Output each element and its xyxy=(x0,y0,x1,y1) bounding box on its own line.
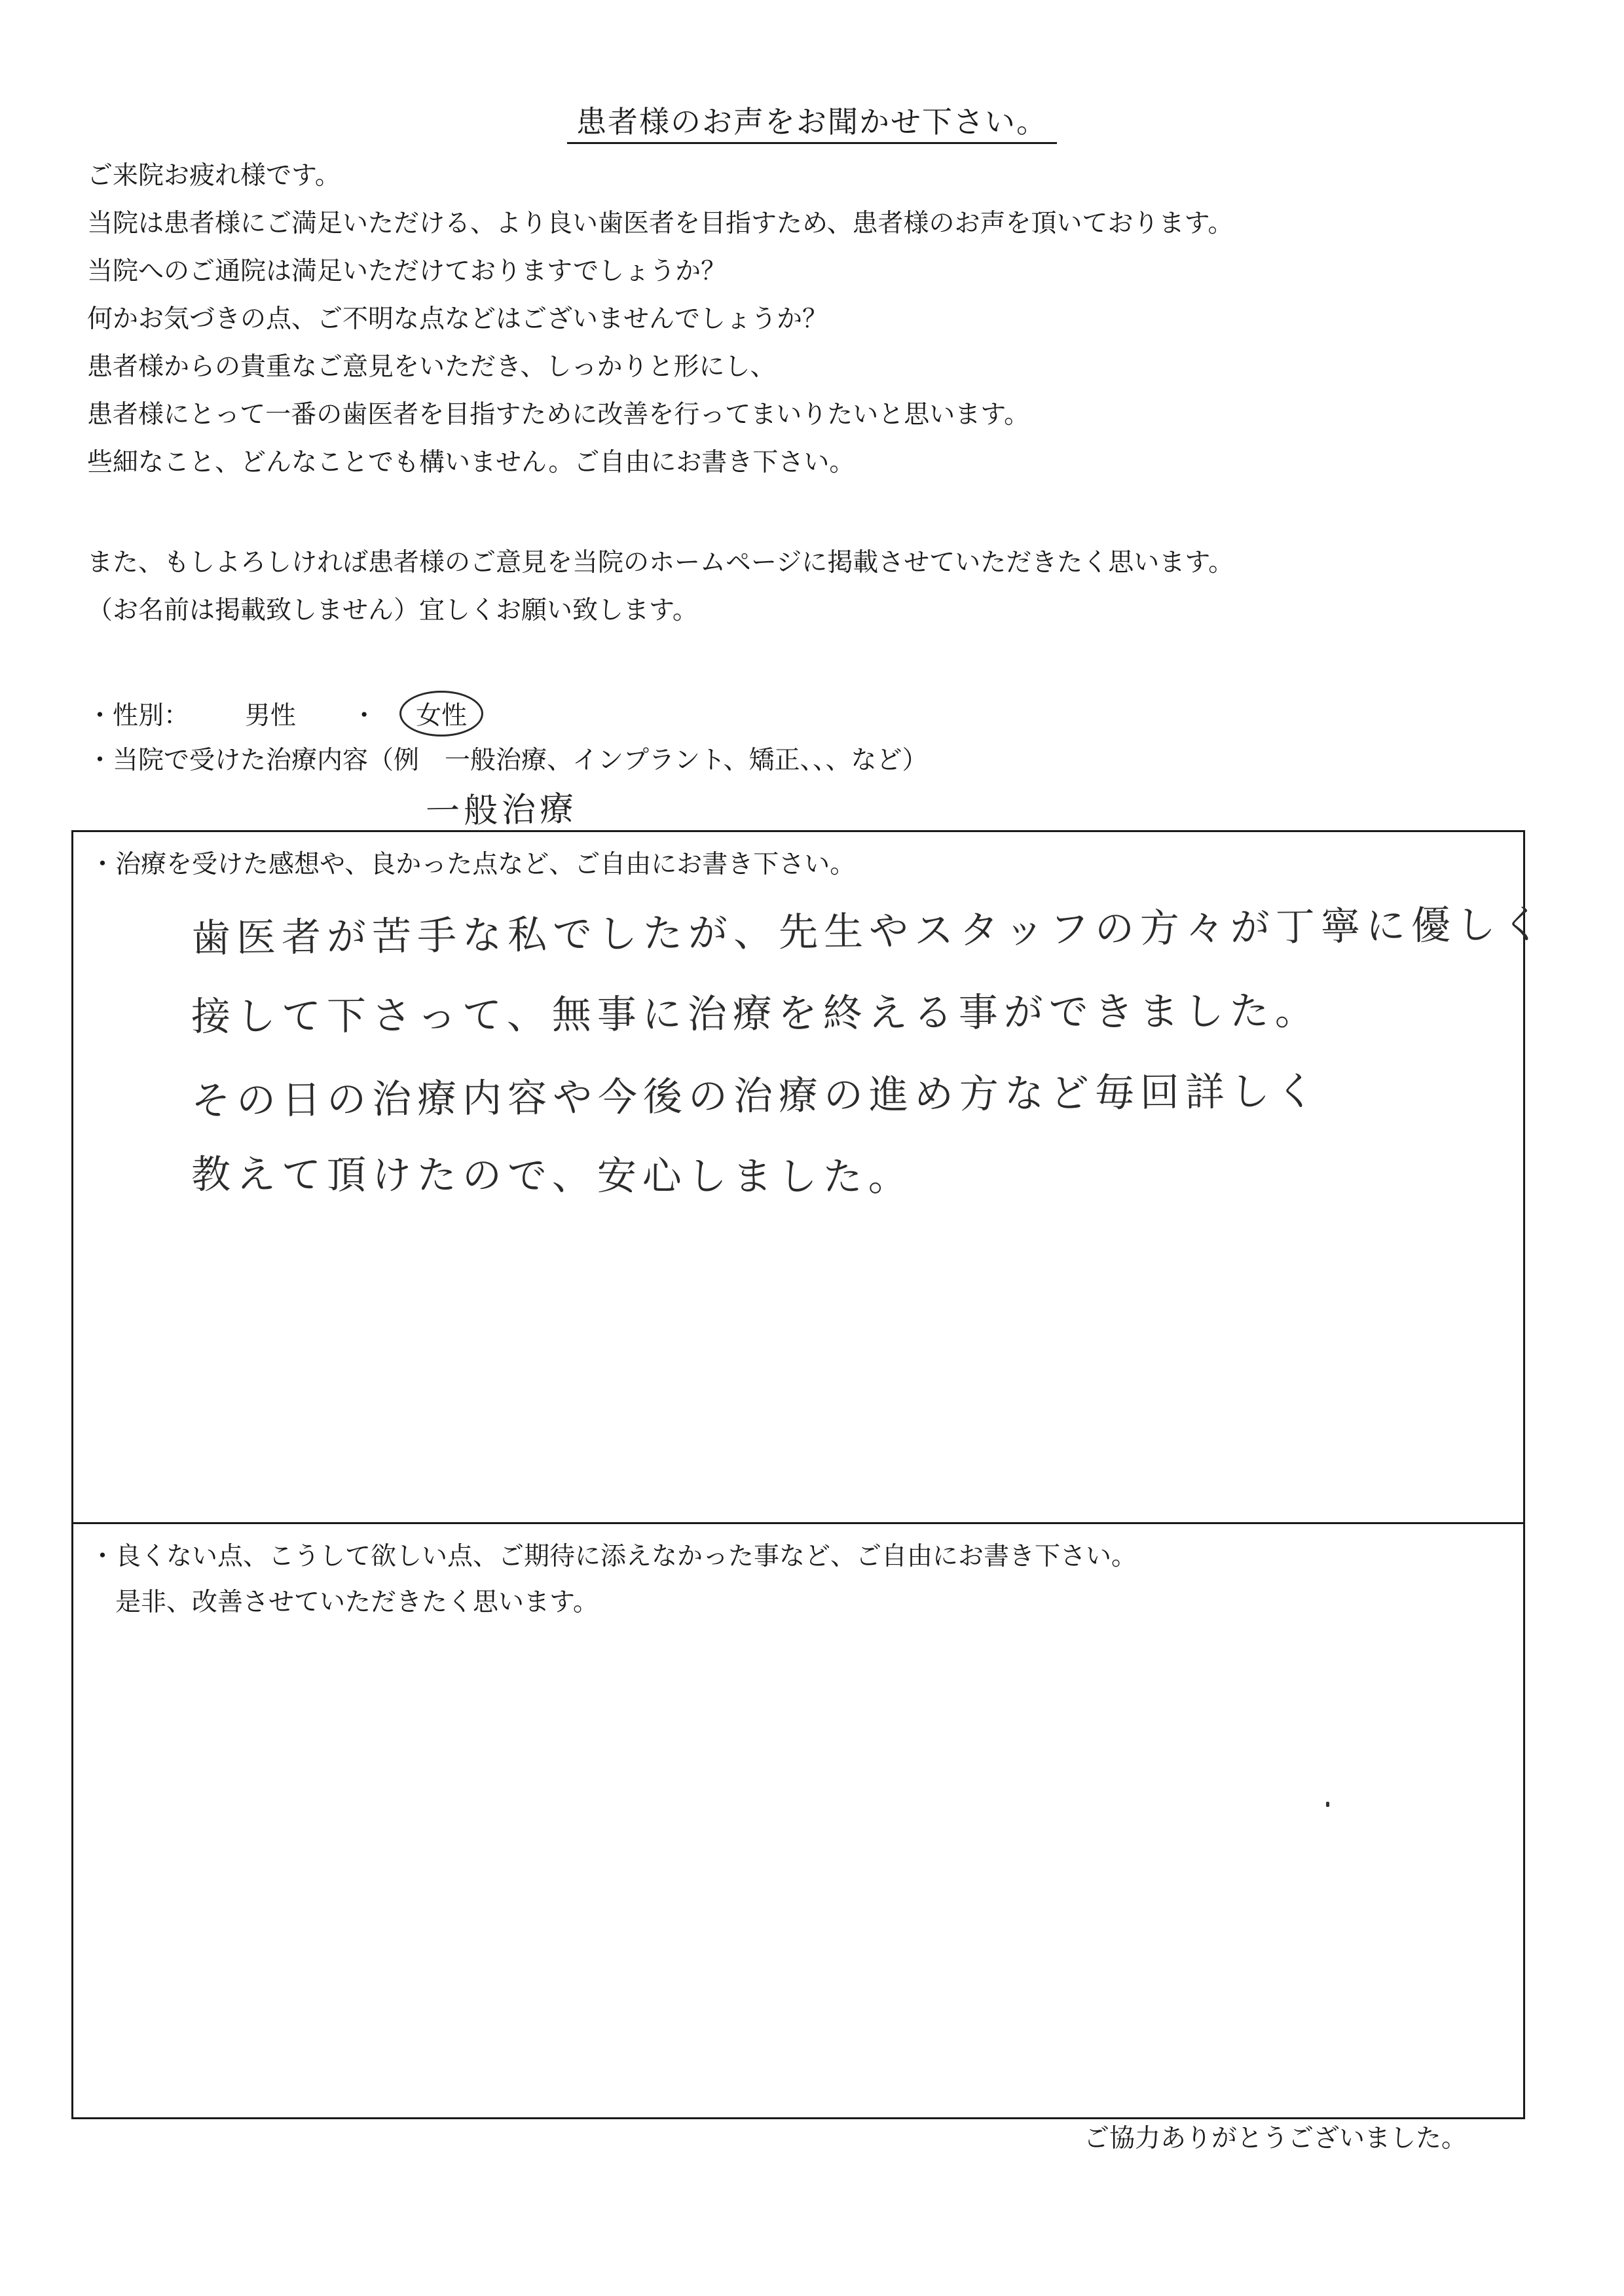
impressions-heading: ・治療を受けた感想や、良かった点など、ご自由にお書き下さい。 xyxy=(90,850,856,879)
impressions-box[interactable] xyxy=(71,830,1547,1524)
treatment-label: ・当院で受けた治療内容（例 一般治療、インプラント、矯正、、、など） xyxy=(87,746,928,775)
homepage-note xyxy=(87,539,1234,634)
gender-label: ・性別： xyxy=(87,701,190,731)
improvements-box[interactable] xyxy=(71,1522,1525,2119)
intro-line: 当院は患者様にご満足いただける、より良い歯医者を目指すため、患者様のお声を頂いております。 xyxy=(87,209,1234,238)
ink-speck xyxy=(1326,1802,1329,1807)
note-line: （お名前は掲載致しません）宜しくお願い致します。 xyxy=(87,596,698,625)
intro-line: ご来院お疲れ様です。 xyxy=(87,161,341,191)
improvements-subheading: 是非、改善させていただきたく思います。 xyxy=(115,1588,599,1617)
impressions-answer xyxy=(191,891,1547,1218)
handwritten-line: 接して下さって、無事に治療を終える事ができました。 xyxy=(191,988,1320,1040)
handwritten-line: 歯医者が苦手な私でしたが、先生やスタッフの方々が丁寧に優しく xyxy=(191,902,1547,962)
treatment-answer[interactable]: 一般治療 xyxy=(425,789,578,832)
gender-field xyxy=(87,691,483,737)
intro-line: 些細なこと、どんなことでも構いません。ご自由にお書き下さい。 xyxy=(87,448,855,477)
improvements-heading: ・良くない点、こうして欲しい点、ご期待に添えなかった事など、ご自由にお書き下さい。 xyxy=(90,1542,1137,1571)
note-line: また、もしよろしければ患者様のご意見を当院のホームページに掲載させていただきたく思います。 xyxy=(87,548,1234,577)
gender-option-male[interactable]: 男性 xyxy=(244,701,296,731)
intro-line: 患者様からの貴重なご意見をいただき、しっかりと形にし、 xyxy=(87,352,776,382)
intro-text xyxy=(87,152,1233,486)
handwritten-line: その日の治療内容や今後の治療の進め方など毎回詳しく xyxy=(191,1068,1321,1125)
intro-line: 何かお気づきの点、ご不明な点などはございませんでしょうか？ xyxy=(87,304,828,334)
intro-line: 当院へのご通院は満足いただけておりますでしょうか？ xyxy=(87,257,727,286)
gender-separator: ・ xyxy=(351,701,377,731)
gender-option-female-selected[interactable]: 女性 xyxy=(399,691,483,737)
thanks-text: ご協力ありがとうございました。 xyxy=(1084,2124,1467,2153)
page-title: 患者様のお声をお聞かせ下さい。 xyxy=(0,98,1624,141)
handwritten-line: 教えて頂けたので、安心しました。 xyxy=(191,1152,913,1201)
intro-line: 患者様にとって一番の歯医者を目指すために改善を行ってまいりたいと思います。 xyxy=(87,400,1030,429)
